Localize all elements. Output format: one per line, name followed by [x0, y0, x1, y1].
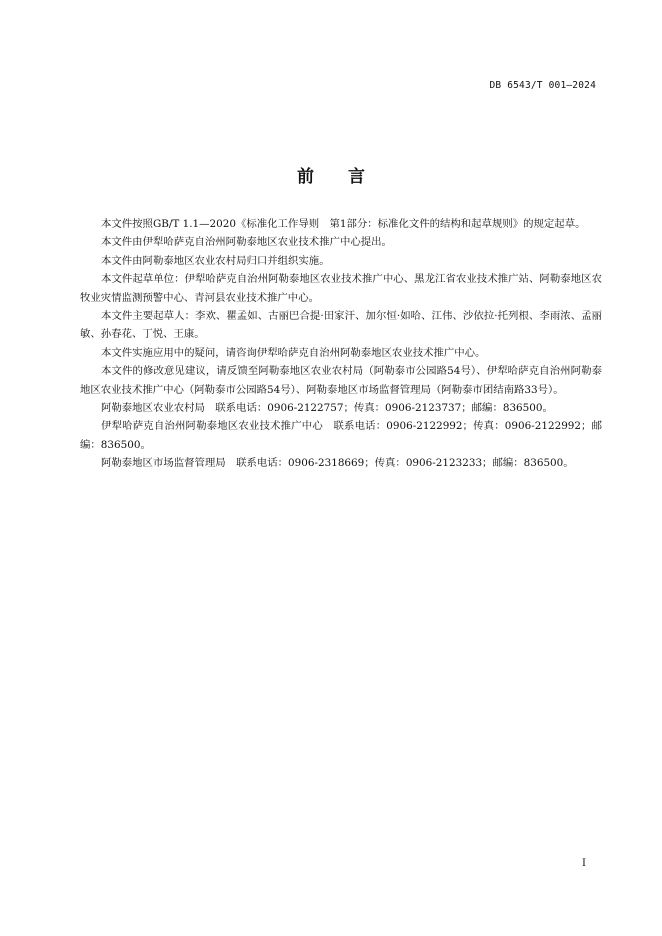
page-number: I	[582, 858, 586, 869]
paragraph-drafters: 本文件主要起草人：李欢、瞿孟如、古丽巴合提·田家汗、加尔恒·如哈、江伟、沙依拉·托列根、李雨浓、孟丽敏、孙春花、丁悦、王康。	[80, 310, 602, 341]
paragraph-administrator: 本文件由阿勒泰地区农业农村局归口并组织实施。	[101, 254, 330, 267]
document-number: DB 6543/T 001—2024	[489, 80, 596, 91]
paragraph-contact-agriculture-bureau: 阿勒泰地区农业农村局 联系电话：0906-2122757；传真：0906-2123737；邮编：836500。	[101, 402, 553, 415]
page-title	[0, 162, 662, 187]
paragraph-drafting-units: 本文件起草单位：伊犁哈萨克自治州阿勒泰地区农业技术推广中心、黑龙江省农业技术推广站、阿勒泰地区农牧业灾情监测预警中心、青河县农业技术推广中心。	[80, 273, 602, 304]
paragraph-proposer: 本文件由伊犁哈萨克自治州阿勒泰地区农业技术推广中心提出。	[101, 236, 392, 249]
foreword-body	[80, 215, 602, 473]
paragraph-inquiries: 本文件实施应用中的疑问，请咨询伊犁哈萨克自治州阿勒泰地区农业技术推广中心。	[101, 346, 486, 359]
paragraph-drafting-rules: 本文件按照GB/T 1.1—2020《标准化工作导则 第1部分：标准化文件的结构和起草规则》的规定起草。	[101, 218, 586, 230]
title-char-2: 言	[348, 167, 365, 187]
title-char-1: 前	[297, 167, 314, 187]
paragraph-contact-market-regulation: 阿勒泰地区市场监督管理局 联系电话：0906-2318669；传真：0906-2123233；邮编：836500。	[101, 457, 574, 470]
paragraph-contact-tech-center: 伊犁哈萨克自治州阿勒泰地区农业技术推广中心 联系电话：0906-2122992；传真：0906-2122992；邮编：836500。	[80, 420, 602, 451]
paragraph-feedback: 本文件的修改意见建议，请反馈至阿勒泰地区农业农村局（阿勒泰市公园路54号）、伊犁哈萨克自治州阿勒泰地区农业技术推广中心（阿勒泰市公园路54号）、阿勒泰地区市场监督管理局（阿勒泰市团结南路33号）。	[80, 365, 602, 396]
